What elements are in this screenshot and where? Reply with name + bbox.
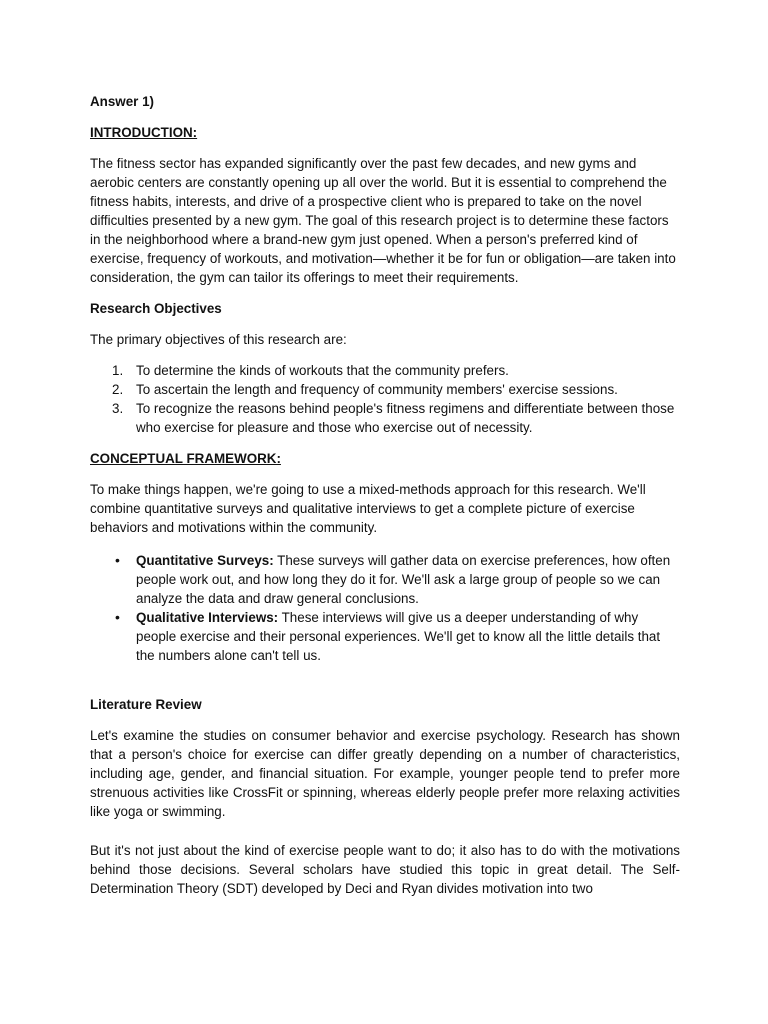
methods-list <box>90 551 680 665</box>
research-objectives-intro: The primary objectives of this research are: <box>90 332 347 347</box>
bullet-icon: • <box>115 609 120 625</box>
bullet-icon: • <box>115 552 120 568</box>
conceptual-framework-paragraph: To make things happen, we're going to use a mixed-methods approach for this research. We'll combine quantitative surveys and qualitative interviews to get a complete picture of exercise behaviors and motivations within the community. <box>90 482 646 535</box>
document-page <box>90 92 680 898</box>
research-objectives-heading: Research Objectives <box>90 301 222 316</box>
bullet-term: Quantitative Surveys: <box>136 553 274 568</box>
bullet-term: Qualitative Interviews: <box>136 610 279 625</box>
list-item-text: To recognize the reasons behind people's fitness regimens and differentiate between those who exercise for pleasure and those who exercise out of necessity. <box>136 401 675 435</box>
list-number: 2. <box>112 382 124 397</box>
list-item <box>90 361 680 380</box>
list-item <box>90 551 680 608</box>
list-number: 1. <box>112 363 124 378</box>
list-item <box>90 399 680 437</box>
bullet-text: These surveys will gather data on exercise preferences, how often people work out, and how long they do it for. We'll ask a large group of people so we can analyze the data and draw general conclusions. <box>136 553 671 606</box>
bullet-text: These interviews will give us a deeper understanding of why people exercise and their personal experiences. We'll get to know all the little details that the numbers alone can't tell us. <box>136 610 661 663</box>
literature-review-paragraph: But it's not just about the kind of exercise people want to do; it also has to do with the motivations behind those decisions. Several scholars have studied this topic in great detail. The Self-Determination Theory (SDT) developed by Deci and Ryan divides motivation into two <box>90 843 680 896</box>
literature-review-heading: Literature Review <box>90 697 202 712</box>
answer-label: Answer 1) <box>90 94 154 109</box>
conceptual-framework-heading: CONCEPTUAL FRAMEWORK: <box>90 451 281 466</box>
list-item <box>90 380 680 399</box>
objectives-list <box>90 361 680 437</box>
list-item-text: To ascertain the length and frequency of community members' exercise sessions. <box>136 382 618 397</box>
list-item <box>90 608 680 665</box>
literature-review-paragraph: Let's examine the studies on consumer behavior and exercise psychology. Research has shown that a person's choice for exercise can differ greatly depending on a number of characteristics, including age, gender, and financial situation. For example, younger people tend to prefer more strenuous activities like CrossFit or spinning, whereas elderly people prefer more relaxing activities like yoga or swimming. <box>90 728 680 819</box>
list-number: 3. <box>112 401 124 416</box>
introduction-paragraph: The fitness sector has expanded significantly over the past few decades, and new gyms and aerobic centers are constantly opening up all over the world. But it is essential to comprehend the fitness habits, interests, and drive of a prospective client who is prepared to take on the novel difficulties presented by a new gym. The goal of this research project is to determine these factors in the neighborhood where a brand-new gym just opened. When a person's preferred kind of exercise, frequency of workouts, and motivation—whether it be for fun or obligation—are taken into consideration, the gym can tailor its offerings to meet their requirements. <box>90 156 676 285</box>
introduction-heading: INTRODUCTION: <box>90 125 198 140</box>
list-item-text: To determine the kinds of workouts that the community prefers. <box>136 363 509 378</box>
